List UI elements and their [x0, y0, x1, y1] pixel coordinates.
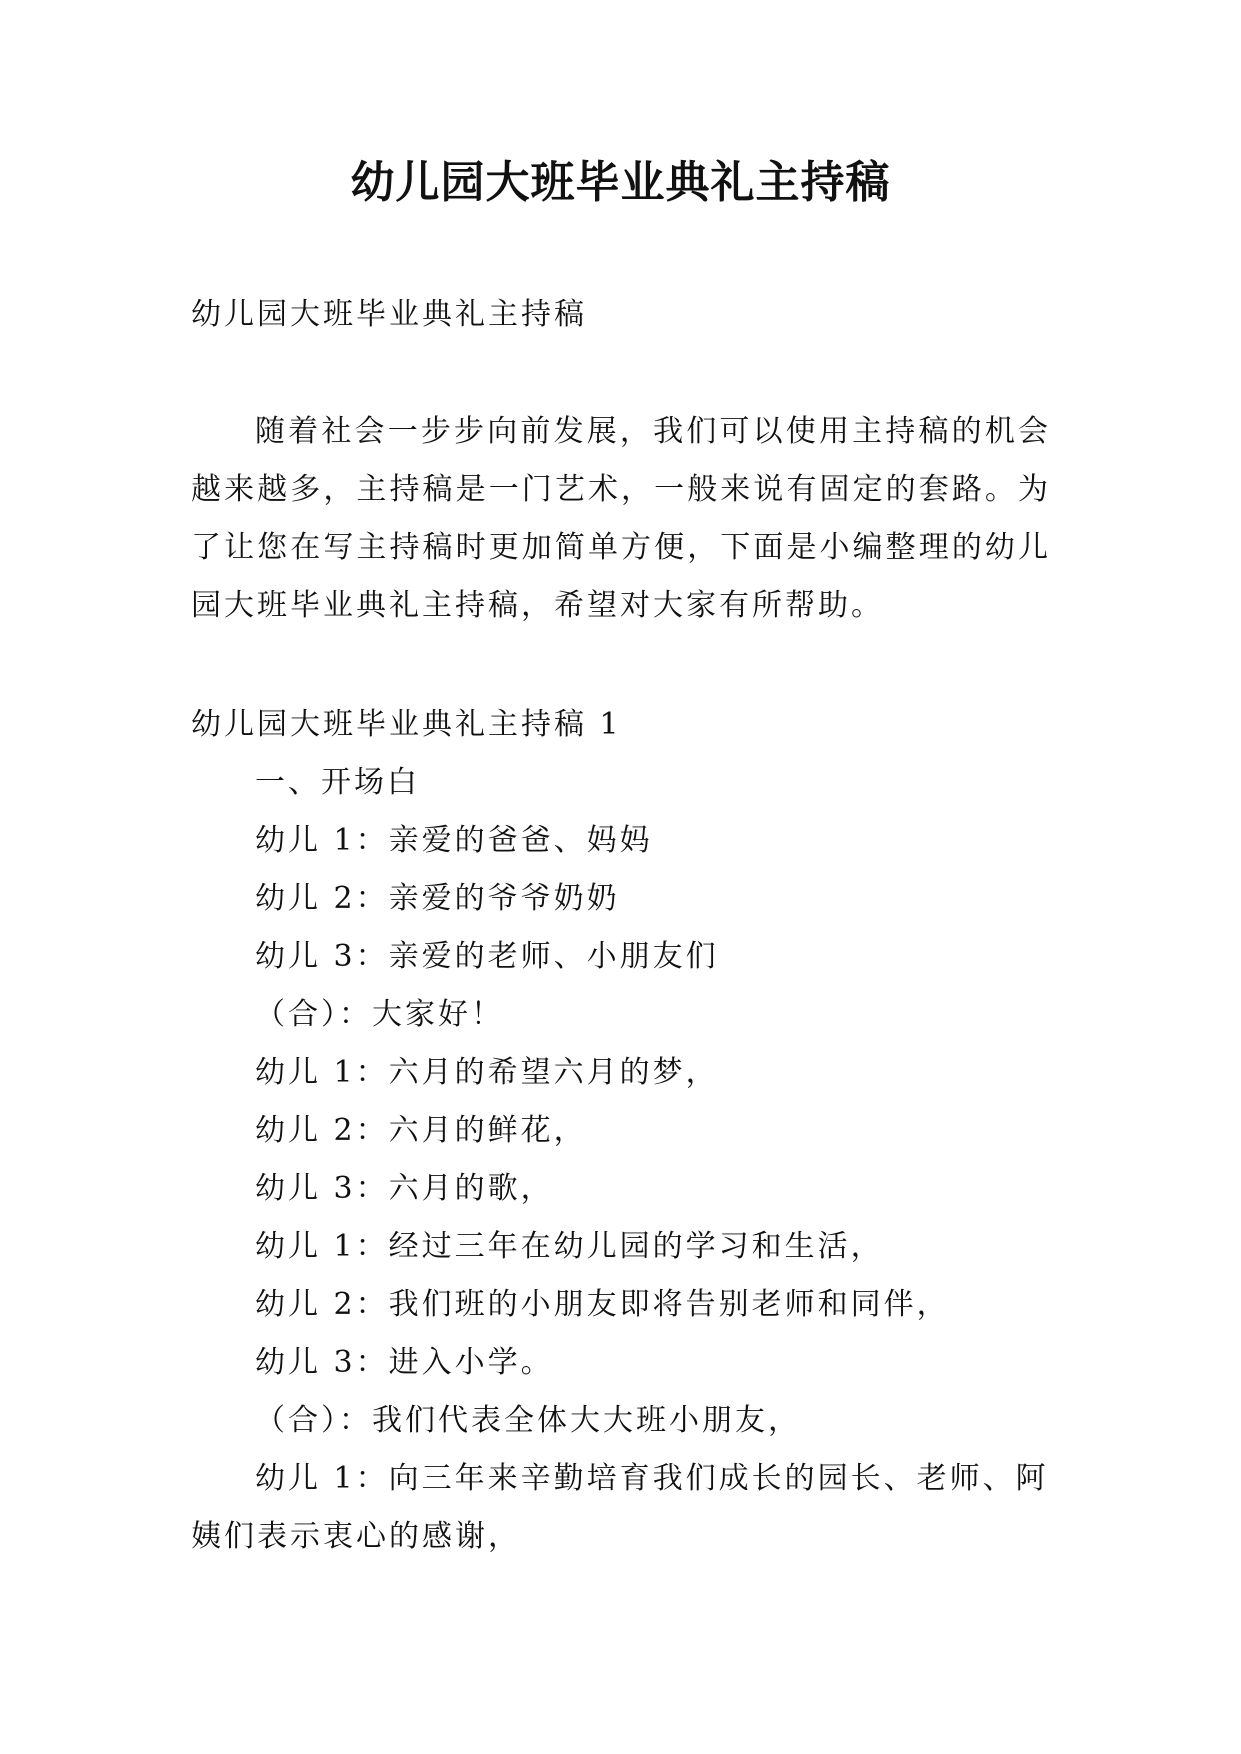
script-line: 幼儿 2：六月的鲜花， [255, 1113, 587, 1148]
script-line: 幼儿 1：亲爱的爸爸、妈妈 [255, 823, 653, 858]
intro-paragraph: 随着社会一步步向前发展，我们可以使用主持稿的机会越来越多，主持稿是一门艺术，一般来说有固定的套路。为了让您在写主持稿时更加简单方便，下面是小编整理的幼儿园大班毕业典礼主持稿，希望对大家有所帮助。 [191, 414, 1051, 623]
script-line: 幼儿 3：进入小学。 [255, 1345, 554, 1380]
script-line: 幼儿 2：我们班的小朋友即将告别老师和同伴， [255, 1287, 950, 1322]
script-line: 幼儿 3：亲爱的老师、小朋友们 [255, 939, 719, 974]
script-line: 幼儿 1：六月的希望六月的梦， [255, 1055, 719, 1090]
script-line: （合）：大家好！ [255, 997, 504, 1032]
section-heading: 幼儿园大班毕业典礼主持稿 1 [191, 707, 622, 742]
script-line: 幼儿 3：六月的歌， [255, 1171, 554, 1206]
script-paragraph: 幼儿 1：向三年来辛勤培育我们成长的园长、老师、阿姨们表示衷心的感谢， [191, 1461, 1049, 1554]
script-line: （合）：我们代表全体大大班小朋友， [255, 1403, 801, 1438]
script-section [191, 696, 1051, 1566]
document-subtitle: 幼儿园大班毕业典礼主持稿 [191, 297, 587, 332]
script-line: 一、开场白 [255, 765, 420, 800]
document-title: 幼儿园大班毕业典礼主持稿 [350, 157, 891, 208]
script-line: 幼儿 1：经过三年在幼儿园的学习和生活， [255, 1229, 884, 1264]
script-line: 幼儿 2：亲爱的爷爷奶奶 [255, 881, 620, 916]
